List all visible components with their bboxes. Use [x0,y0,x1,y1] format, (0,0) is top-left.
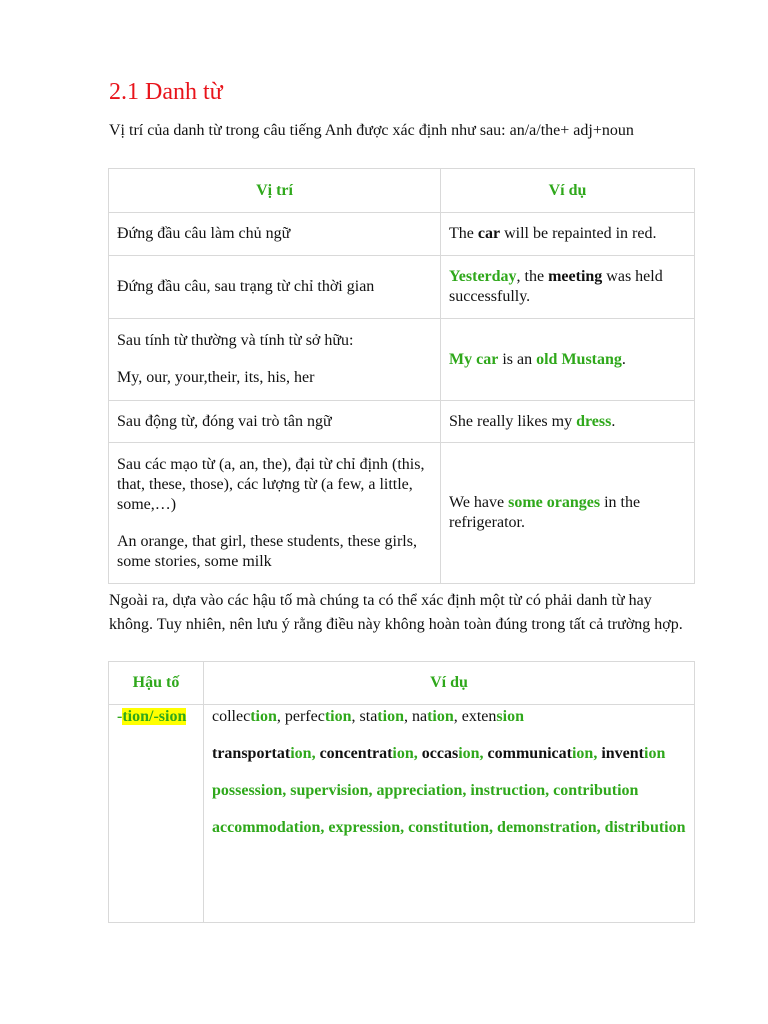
plain-text: , the [516,268,549,285]
example-paragraph [212,744,686,764]
position-cell [109,401,441,443]
bold-text: communicat [487,745,572,762]
table-header-row [109,169,695,213]
noun-position-table [108,168,695,584]
highlight-text: ion [644,745,666,762]
table-row [109,256,695,319]
suffix-cell [109,705,204,923]
cell-paragraph: Đứng đầu câu, sau trạng từ chỉ thời gian [117,278,375,295]
plain-text: , perfec [276,708,325,725]
highlight-text: tion [250,708,277,725]
position-cell [109,443,441,584]
plain-text: She really likes my [449,412,577,430]
example-cell [441,443,695,584]
plain-text: was held successfully. [449,268,663,305]
table-row [109,213,695,256]
highlight-text: Yesterday [449,268,517,285]
example-paragraph [212,707,686,727]
highlight-text: ion, [290,745,320,762]
plain-text: , sta [351,708,378,725]
plain-text: is an [498,350,537,368]
plain-text: The [449,225,478,242]
bold-text: car [477,225,501,242]
section-heading: 2.1 Danh từ [109,79,223,105]
cell-paragraph: Sau tính từ thường và tính từ sở hữu: [117,332,354,349]
highlight-text: old Mustang [536,350,622,368]
highlight-text: ion, [392,745,422,762]
bold-text: transportat [212,745,291,762]
table-header-row [109,662,695,705]
position-cell [109,256,441,319]
bold-text: concentrat [319,745,393,762]
table-row [109,319,695,401]
header-example: Ví dụ [204,662,695,705]
plain-text: , exten [453,708,497,725]
plain-text: collec [212,708,251,725]
position-cell [109,213,441,256]
header-suffix: Hậu tố [109,662,204,705]
suffix-dash: - [117,708,123,725]
intro-paragraph: Vị trí của danh từ trong câu tiếng Anh được xác định như sau: an/a/the+ adj+noun [109,122,634,139]
suffix-highlight: tion/-sion [122,708,187,725]
example-cell [441,256,695,319]
cell-paragraph: Sau các mạo từ (a, an, the), đại từ chỉ định (this, that, these, those), các lượng từ (a few, a little, some,…) [117,455,425,513]
highlight-text: dress [576,412,612,430]
plain-text: We have [449,494,509,511]
highlight-text: ion, [458,745,488,762]
cell-paragraph: My, our, your,their, its, his, her [117,369,315,386]
highlight-text: some oranges [508,494,601,511]
example-cell [441,401,695,443]
example-cell [441,319,695,401]
highlight-text: sion [496,708,524,725]
plain-text: will be repainted in red. [500,225,657,242]
suffix-intro-paragraph: Ngoài ra, dựa vào các hậu tố mà chúng ta có thể xác định một từ có phải danh từ hay không. Tuy nhiên, nên lưu ý rằng điều này không hoàn toàn đúng trong tất cả trường hợp. [109,592,683,633]
plain-text: in the refrigerator. [449,494,641,531]
highlight-text: tion [377,708,404,725]
plain-text: . [611,412,616,430]
bold-text: meeting [548,268,603,285]
table-row [109,705,695,923]
highlight-text: accommodation, expression, constitution, demonstration, distribution [212,819,686,836]
cell-paragraph: Đứng đầu câu làm chủ ngữ [117,225,291,242]
highlight-text: ion, [571,745,602,762]
highlight-text: tion [324,708,352,725]
plain-text: . [621,350,626,368]
example-paragraph [212,781,686,801]
table-row [109,443,695,584]
suffix-example-cell [204,705,695,923]
position-cell [109,319,441,401]
cell-paragraph: An orange, that girl, these students, these girls, some stories, some milk [117,532,417,570]
header-example: Ví dụ [441,169,695,213]
table-row [109,401,695,443]
plain-text: , na [403,708,428,725]
bold-text: invent [601,745,644,762]
example-cell [441,213,695,256]
highlight-text: My car [449,350,499,368]
noun-suffix-table [108,661,695,923]
header-position: Vị trí [109,169,441,213]
bold-text: occas [421,745,459,762]
example-paragraph [212,818,686,838]
highlight-text: possession, supervision, appreciation, instruction, contribution [212,782,639,799]
cell-paragraph: Sau động từ, đóng vai trò tân ngữ [117,412,332,430]
highlight-text: tion [427,708,454,725]
